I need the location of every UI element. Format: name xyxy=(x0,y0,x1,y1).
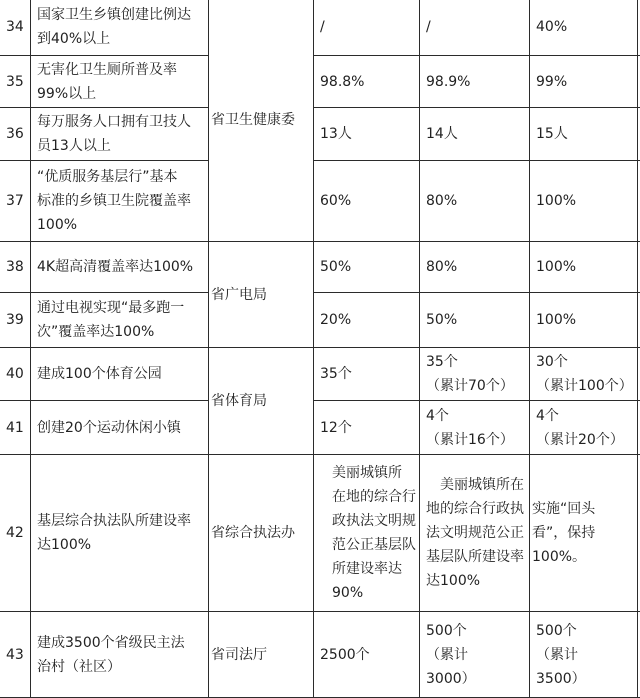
indicator-cell: 建成100个体育公园 xyxy=(37,366,162,382)
indicator-cell: 建成3500个省级民主法 治村（社区） xyxy=(37,634,185,675)
value-2019: 50% xyxy=(320,259,352,275)
indicator-cell: 4K超高清覆盖率达100% xyxy=(37,259,194,275)
value-2021: 30个 （累计100个） xyxy=(536,354,633,394)
value-2019: 2500个 xyxy=(320,646,370,663)
row-number: 43 xyxy=(6,646,24,663)
value-2020: 50% xyxy=(426,312,458,328)
dept-cell: 省卫生健康委 xyxy=(211,112,295,128)
indicator-cell: “优质服务基层行”基本 标准的乡镇卫生院覆盖率 100% xyxy=(37,169,191,233)
row-number: 38 xyxy=(6,259,24,275)
indicator-cell: 通过电视实现“最多跑一 次”覆盖率达100% xyxy=(37,300,185,340)
value-2021: 15人 xyxy=(536,126,568,142)
row-number: 40 xyxy=(6,366,24,382)
dept-cell: 省司法厅 xyxy=(211,646,267,663)
row-number: 36 xyxy=(6,126,24,142)
row-number: 35 xyxy=(6,73,24,90)
value-2020: 4个 （累计16个） xyxy=(426,407,514,448)
value-2021: 100% xyxy=(536,193,577,209)
value-2020: / xyxy=(426,19,431,35)
value-2020: 美丽城镇所在 地的综合行政执 法文明规范公正 基层队所建设率 达100% xyxy=(426,477,524,589)
value-2019: 13人 xyxy=(320,126,352,142)
value-2021: 100% xyxy=(536,259,577,275)
value-2019: 35个 xyxy=(320,366,352,382)
value-2021: 100% xyxy=(536,312,577,328)
value-2019: / xyxy=(320,19,325,35)
row-number: 42 xyxy=(6,525,24,541)
value-2021: 500个 （累计 3500） xyxy=(536,622,586,687)
row-number: 41 xyxy=(6,419,24,436)
row-number: 37 xyxy=(6,193,24,209)
grid-line xyxy=(637,0,638,698)
value-2019: 60% xyxy=(320,193,352,209)
row-number: 39 xyxy=(6,312,24,328)
value-2019: 20% xyxy=(320,312,352,328)
value-2019: 美丽城镇所 在地的综合行 政执法文明规 范公正基层队 所建设率达 90% xyxy=(332,465,416,601)
dept-cell: 省综合执法办 xyxy=(211,525,295,541)
value-2020: 80% xyxy=(426,193,458,209)
row-number: 34 xyxy=(6,19,24,35)
indicator-cell: 创建20个运动休闲小镇 xyxy=(37,419,181,436)
value-2019: 98.8% xyxy=(320,73,365,90)
dept-cell: 省广电局 xyxy=(211,286,267,303)
value-2021: 4个 （累计20个） xyxy=(536,407,624,448)
value-2021: 40% xyxy=(536,19,568,35)
value-2020: 35个 （累计70个） xyxy=(426,354,514,394)
value-2020: 80% xyxy=(426,259,458,275)
indicator-cell: 无害化卫生厕所普及率 99%以上 xyxy=(37,61,177,102)
indicator-cell: 基层综合执法队所建设率 达100% xyxy=(37,513,191,553)
value-2021: 99% xyxy=(536,73,568,90)
value-2019: 12个 xyxy=(320,419,352,436)
value-2021: 实施“回头 看”，保持 100%。 xyxy=(532,501,596,565)
value-2020: 14人 xyxy=(426,126,458,142)
value-2020: 98.9% xyxy=(426,73,471,90)
value-2020: 500个 （累计 3000） xyxy=(426,622,476,687)
dept-cell: 省体育局 xyxy=(211,393,267,409)
indicator-cell: 国家卫生乡镇创建比例达 到40%以上 xyxy=(37,7,191,47)
indicator-cell: 每万服务人口拥有卫技人 员13人以上 xyxy=(37,114,191,154)
